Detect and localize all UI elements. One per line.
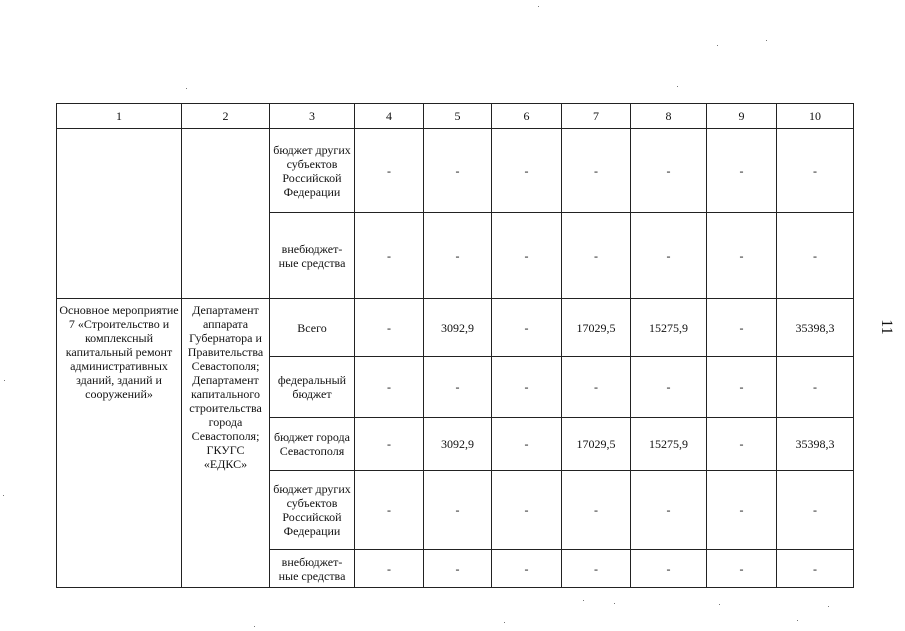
- value-cell: -: [777, 550, 854, 588]
- column-number: 6: [492, 104, 562, 129]
- value-cell: -: [355, 357, 424, 418]
- value-cell: -: [631, 129, 707, 213]
- funding-source-cell: бюджет других субъектов Российской Федерации: [270, 471, 355, 550]
- funding-source-cell: федеральный бюджет: [270, 357, 355, 418]
- value-cell: 17029,5: [562, 299, 631, 357]
- value-cell: -: [424, 550, 492, 588]
- funding-source-cell: Всего: [270, 299, 355, 357]
- value-cell: -: [424, 213, 492, 299]
- funding-source-cell: бюджет города Севастополя: [270, 418, 355, 471]
- value-cell: 15275,9: [631, 299, 707, 357]
- value-cell: -: [355, 550, 424, 588]
- value-cell: -: [631, 550, 707, 588]
- value-cell: -: [777, 213, 854, 299]
- measure-name-cell: Основное мероприятие 7 «Строительство и комплексный капитальный ремонт административных зданий, зданий и сооружений»: [57, 299, 182, 588]
- value-cell: -: [355, 129, 424, 213]
- value-cell: -: [492, 213, 562, 299]
- value-cell: 35398,3: [777, 418, 854, 471]
- column-number: 4: [355, 104, 424, 129]
- value-cell: -: [777, 357, 854, 418]
- page-number: 11: [878, 319, 895, 335]
- value-cell: -: [562, 550, 631, 588]
- scan-speck: [614, 603, 615, 604]
- scan-speck: [828, 606, 829, 607]
- value-cell: 3092,9: [424, 299, 492, 357]
- program-funding-table: [56, 103, 854, 588]
- value-cell: -: [562, 213, 631, 299]
- value-cell: 15275,9: [631, 418, 707, 471]
- value-cell: -: [492, 550, 562, 588]
- value-cell: -: [492, 129, 562, 213]
- value-cell: 35398,3: [777, 299, 854, 357]
- value-cell: -: [707, 550, 777, 588]
- scan-speck: [186, 88, 187, 89]
- value-cell: -: [707, 213, 777, 299]
- scan-speck: [504, 622, 505, 623]
- scan-speck: [719, 604, 720, 605]
- value-cell: -: [424, 129, 492, 213]
- scan-speck: [797, 620, 798, 621]
- value-cell: -: [355, 213, 424, 299]
- value-cell: -: [631, 471, 707, 550]
- value-cell: -: [355, 471, 424, 550]
- value-cell: -: [707, 129, 777, 213]
- value-cell: -: [707, 418, 777, 471]
- value-cell: 3092,9: [424, 418, 492, 471]
- value-cell: -: [631, 213, 707, 299]
- value-cell: -: [562, 129, 631, 213]
- column-number: 3: [270, 104, 355, 129]
- funding-source-cell: бюджет других субъектов Российской Федерации: [270, 129, 355, 213]
- table-row: [57, 299, 854, 357]
- scan-speck: [583, 600, 584, 601]
- value-cell: -: [355, 418, 424, 471]
- funding-source-cell: внебюджет-ные средства: [270, 550, 355, 588]
- table-row: [57, 129, 854, 213]
- empty-measure-cell: [57, 129, 182, 299]
- scan-speck: [3, 495, 4, 496]
- value-cell: 17029,5: [562, 418, 631, 471]
- column-number: 7: [562, 104, 631, 129]
- column-number-row: [57, 104, 854, 129]
- scan-speck: [677, 86, 678, 87]
- value-cell: -: [707, 357, 777, 418]
- column-number: 9: [707, 104, 777, 129]
- value-cell: -: [492, 299, 562, 357]
- value-cell: -: [492, 357, 562, 418]
- column-number: 1: [57, 104, 182, 129]
- value-cell: -: [424, 357, 492, 418]
- value-cell: -: [707, 471, 777, 550]
- empty-executor-cell: [182, 129, 270, 299]
- column-number: 2: [182, 104, 270, 129]
- column-number: 8: [631, 104, 707, 129]
- scan-speck: [254, 626, 255, 627]
- value-cell: -: [562, 471, 631, 550]
- scan-speck: [717, 45, 718, 46]
- scan-speck: [766, 40, 767, 41]
- value-cell: -: [562, 357, 631, 418]
- scan-speck: [4, 380, 5, 381]
- funding-source-cell: внебюджет-ные средства: [270, 213, 355, 299]
- value-cell: -: [707, 299, 777, 357]
- value-cell: -: [777, 129, 854, 213]
- value-cell: -: [777, 471, 854, 550]
- value-cell: -: [355, 299, 424, 357]
- column-number: 5: [424, 104, 492, 129]
- column-number: 10: [777, 104, 854, 129]
- value-cell: -: [492, 471, 562, 550]
- value-cell: -: [631, 357, 707, 418]
- value-cell: -: [424, 471, 492, 550]
- value-cell: -: [492, 418, 562, 471]
- executor-cell: Департамент аппарата Губернатора и Правительства Севастополя; Департамент капитального строительства города Севастополя; ГКУГС «ЕДКС»: [182, 299, 270, 588]
- scan-speck: [538, 6, 539, 7]
